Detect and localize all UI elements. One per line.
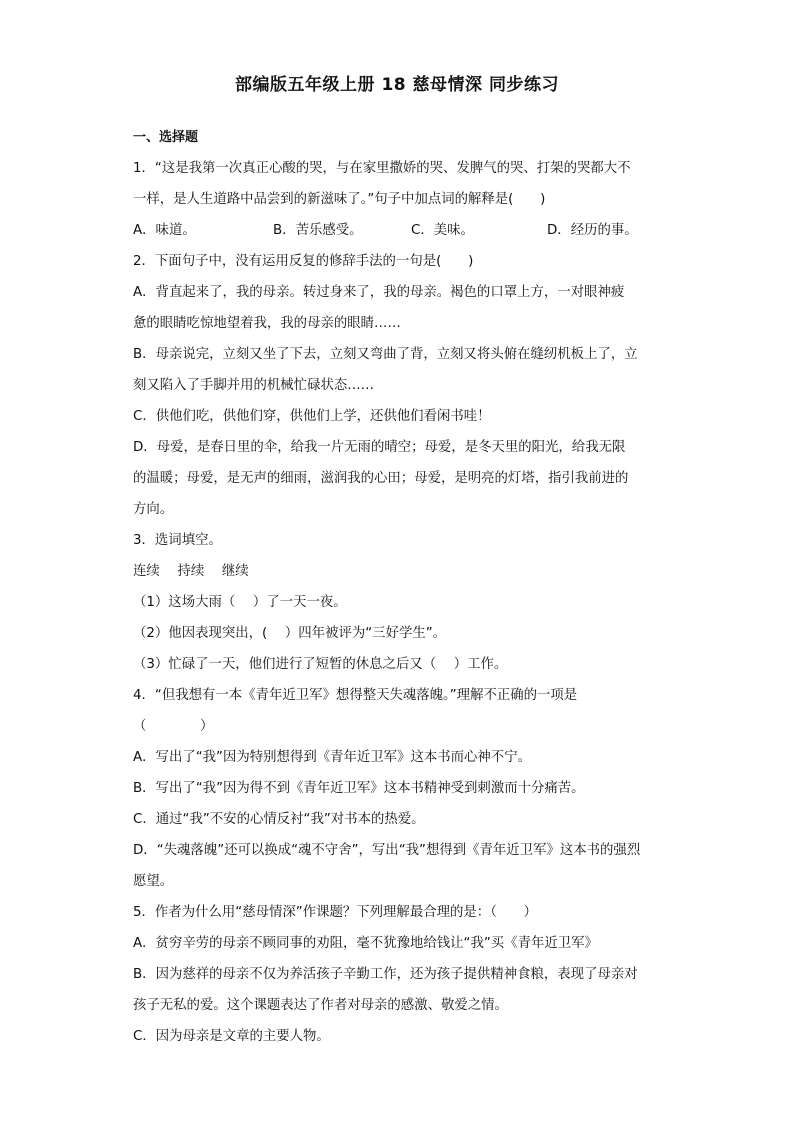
question-5-option-c: C．因为母亲是文章的主要人物。 [133,1029,330,1044]
question-2-option-c: C．供他们吃，供他们穿，供他们上学，还供他们看闲书哇！ [133,409,491,424]
question-4-answer-paren: （ ） [133,719,214,734]
question-2-option-b-line-1: B．母亲说完，立刻又坐了下去，立刻又弯曲了背，立刻又将头俯在缝纫机板上了，立 [133,347,638,362]
question-4-option-b: B．写出了“我”因为得不到《青年近卫军》这本书精神受到刺激而十分痛苦。 [133,781,585,796]
question-1-stem-line-2: 一样，是人生道路中品尝到的新滋味了。”句子中加点词的解释是( ) [133,192,546,207]
question-1-option-b: B．苦乐感受。 [273,223,363,238]
question-5-option-b-line-1: B．因为慈祥的母亲不仅为养活孩子辛勤工作，还为孩子提供精神食粮，表现了母亲对 [133,967,638,982]
question-3-sentence-2: （2）他因表现突出，( ）四年被评为“三好学生”。 [133,626,447,641]
question-1-option-a: A．味道。 [133,223,196,238]
question-3-sentence-1: （1）这场大雨（ ）了一天一夜。 [133,595,347,610]
question-3-word-bank: 连续 持续 继续 [133,564,249,579]
question-1-option-c: C．美味。 [411,223,474,238]
question-2-option-d-line-3: 方向。 [133,502,174,517]
question-3-sentence-3: （3）忙碌了一天，他们进行了短暂的休息之后又（ ）工作。 [133,657,508,672]
question-4-option-d-line-2: 愿望。 [133,874,174,889]
section-heading: 一、选择题 [133,130,199,145]
question-4-option-a: A．写出了“我”因为特别想得到《青年近卫军》这本书而心神不宁。 [133,750,531,765]
question-2-option-b-line-2: 刻又陷入了手脚并用的机械忙碌状态…… [133,378,375,393]
question-2-option-a-line-2: 惫的眼睛吃惊地望着我，我的母亲的眼睛…… [133,316,401,331]
question-1-option-d: D．经历的事。 [547,223,638,238]
question-1-options [133,215,668,246]
question-4-option-c: C．通过“我”不安的心情反衬“我”对书本的热爱。 [133,812,425,827]
question-5-stem: 5．作者为什么用“慈母情深”作课题？下列理解最合理的是：（ ） [133,905,538,920]
document-body [133,122,668,1052]
question-2-option-a-line-1: A．背直起来了，我的母亲。转过身来了，我的母亲。褐色的口罩上方，一对眼神疲 [133,285,625,300]
question-3-stem: 3．选词填空。 [133,533,222,548]
question-2-stem: 2．下面句子中，没有运用反复的修辞手法的一句是( ) [133,254,474,269]
question-5-option-b-line-2: 孩子无私的爱。这个课题表达了作者对母亲的感激、敬爱之情。 [133,998,508,1013]
question-4-option-d-line-1: D．“失魂落魄”还可以换成“魂不守舍”，写出“我”想得到《青年近卫军》这本书的强烈 [133,843,641,858]
question-5-option-a: A．贫穷辛劳的母亲不顾同事的劝阻，毫不犹豫地给钱让“我”买《青年近卫军》 [133,936,598,951]
question-1-stem-line-1: 1．“这是我第一次真正心酸的哭，与在家里撒娇的哭、发脾气的哭、打架的哭都大不 [133,161,631,176]
document-title: 部编版五年级上册 18 慈母情深 同步练习 [235,75,559,95]
question-4-stem: 4．“但我想有一本《青年近卫军》想得整天失魂落魄。”理解不正确的一项是 [133,688,578,703]
question-2-option-d-line-1: D．母爱，是春日里的伞，给我一片无雨的晴空；母爱，是冬天里的阳光，给我无限 [133,440,626,455]
question-2-option-d-line-2: 的温暖；母爱，是无声的细雨，滋润我的心田；母爱，是明亮的灯塔，指引我前进的 [133,471,629,486]
